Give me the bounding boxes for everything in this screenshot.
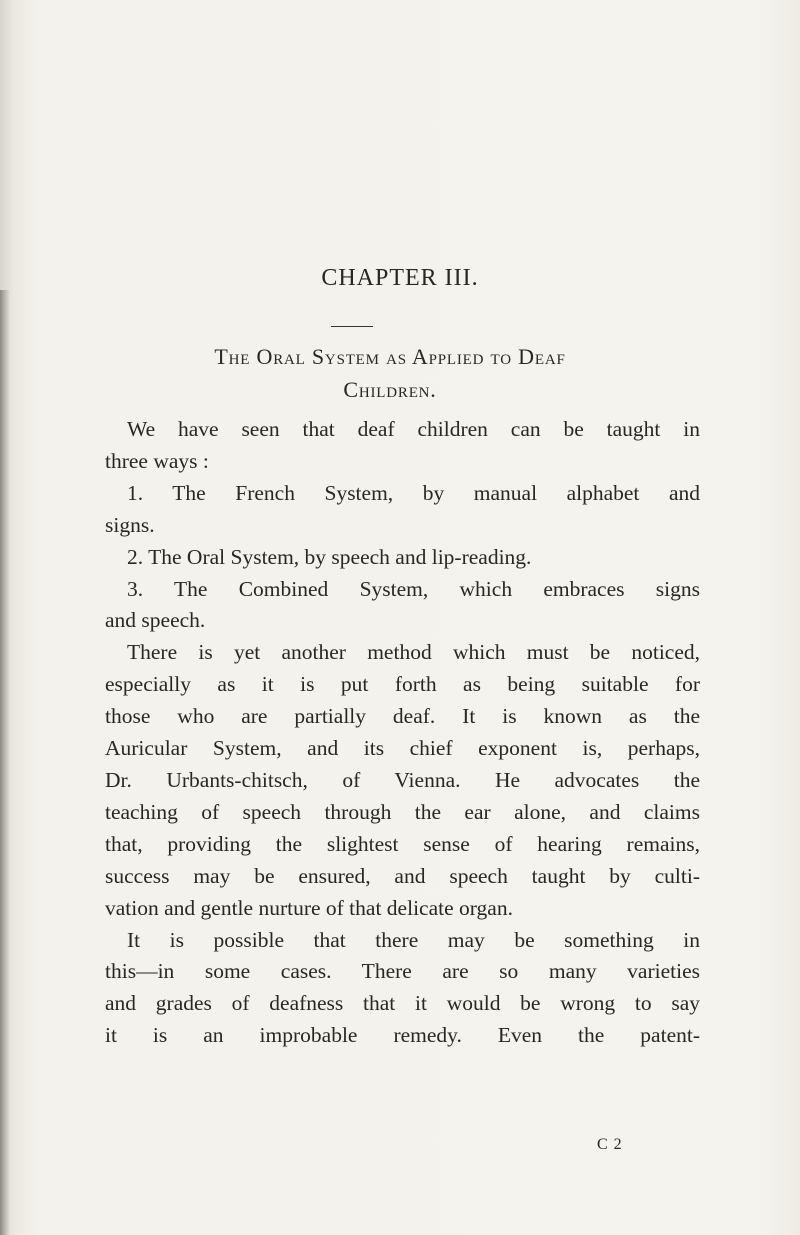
chapter-title-line-2: Children.	[343, 377, 437, 402]
text-line: success may be ensured, and speech taught by culti-	[105, 863, 700, 888]
text-line: There is yet another method which must be noticed,	[127, 640, 700, 665]
binding-shadow	[0, 290, 10, 1235]
text-line: vation and gentle nurture of that delicate organ.	[105, 895, 513, 920]
text-line: teaching of speech through the ear alone, and claims	[105, 799, 700, 824]
text-line: it is an improbable remedy. Even the patent-	[105, 1023, 700, 1048]
body-text	[105, 414, 700, 1052]
text-line: that, providing the slightest sense of hearing remains,	[105, 831, 700, 856]
text-line: Dr. Urbants-chitsch, of Vienna. He advocates the	[105, 767, 700, 792]
heading-rule	[331, 326, 373, 327]
text-line: Auricular System, and its chief exponent is, perhaps,	[105, 736, 700, 761]
text-line: signs.	[105, 512, 155, 537]
text-line: those who are partially deaf. It is known as the	[105, 704, 700, 729]
text-line: 3. The Combined System, which embraces signs	[127, 576, 700, 601]
text-line: and speech.	[105, 608, 206, 633]
text-line: 1. The French System, by manual alphabet and	[127, 480, 700, 505]
text-line: We have seen that deaf children can be taught in	[127, 417, 700, 441]
text-line: three ways :	[105, 448, 209, 473]
text-line: this—in some cases. There are so many varieties	[105, 959, 700, 984]
text-line: 2. The Oral System, by speech and lip-reading.	[127, 544, 532, 569]
chapter-title-line-1: The Oral System as Applied to Deaf	[214, 344, 566, 369]
chapter-title	[60, 340, 720, 406]
text-line: especially as it is put forth as being suitable for	[105, 672, 700, 697]
chapter-heading: CHAPTER III.	[321, 265, 479, 291]
text-line: and grades of deafness that it would be wrong to say	[105, 991, 700, 1016]
text-line: It is possible that there may be something in	[127, 927, 700, 952]
signature-mark: C 2	[597, 1136, 623, 1153]
